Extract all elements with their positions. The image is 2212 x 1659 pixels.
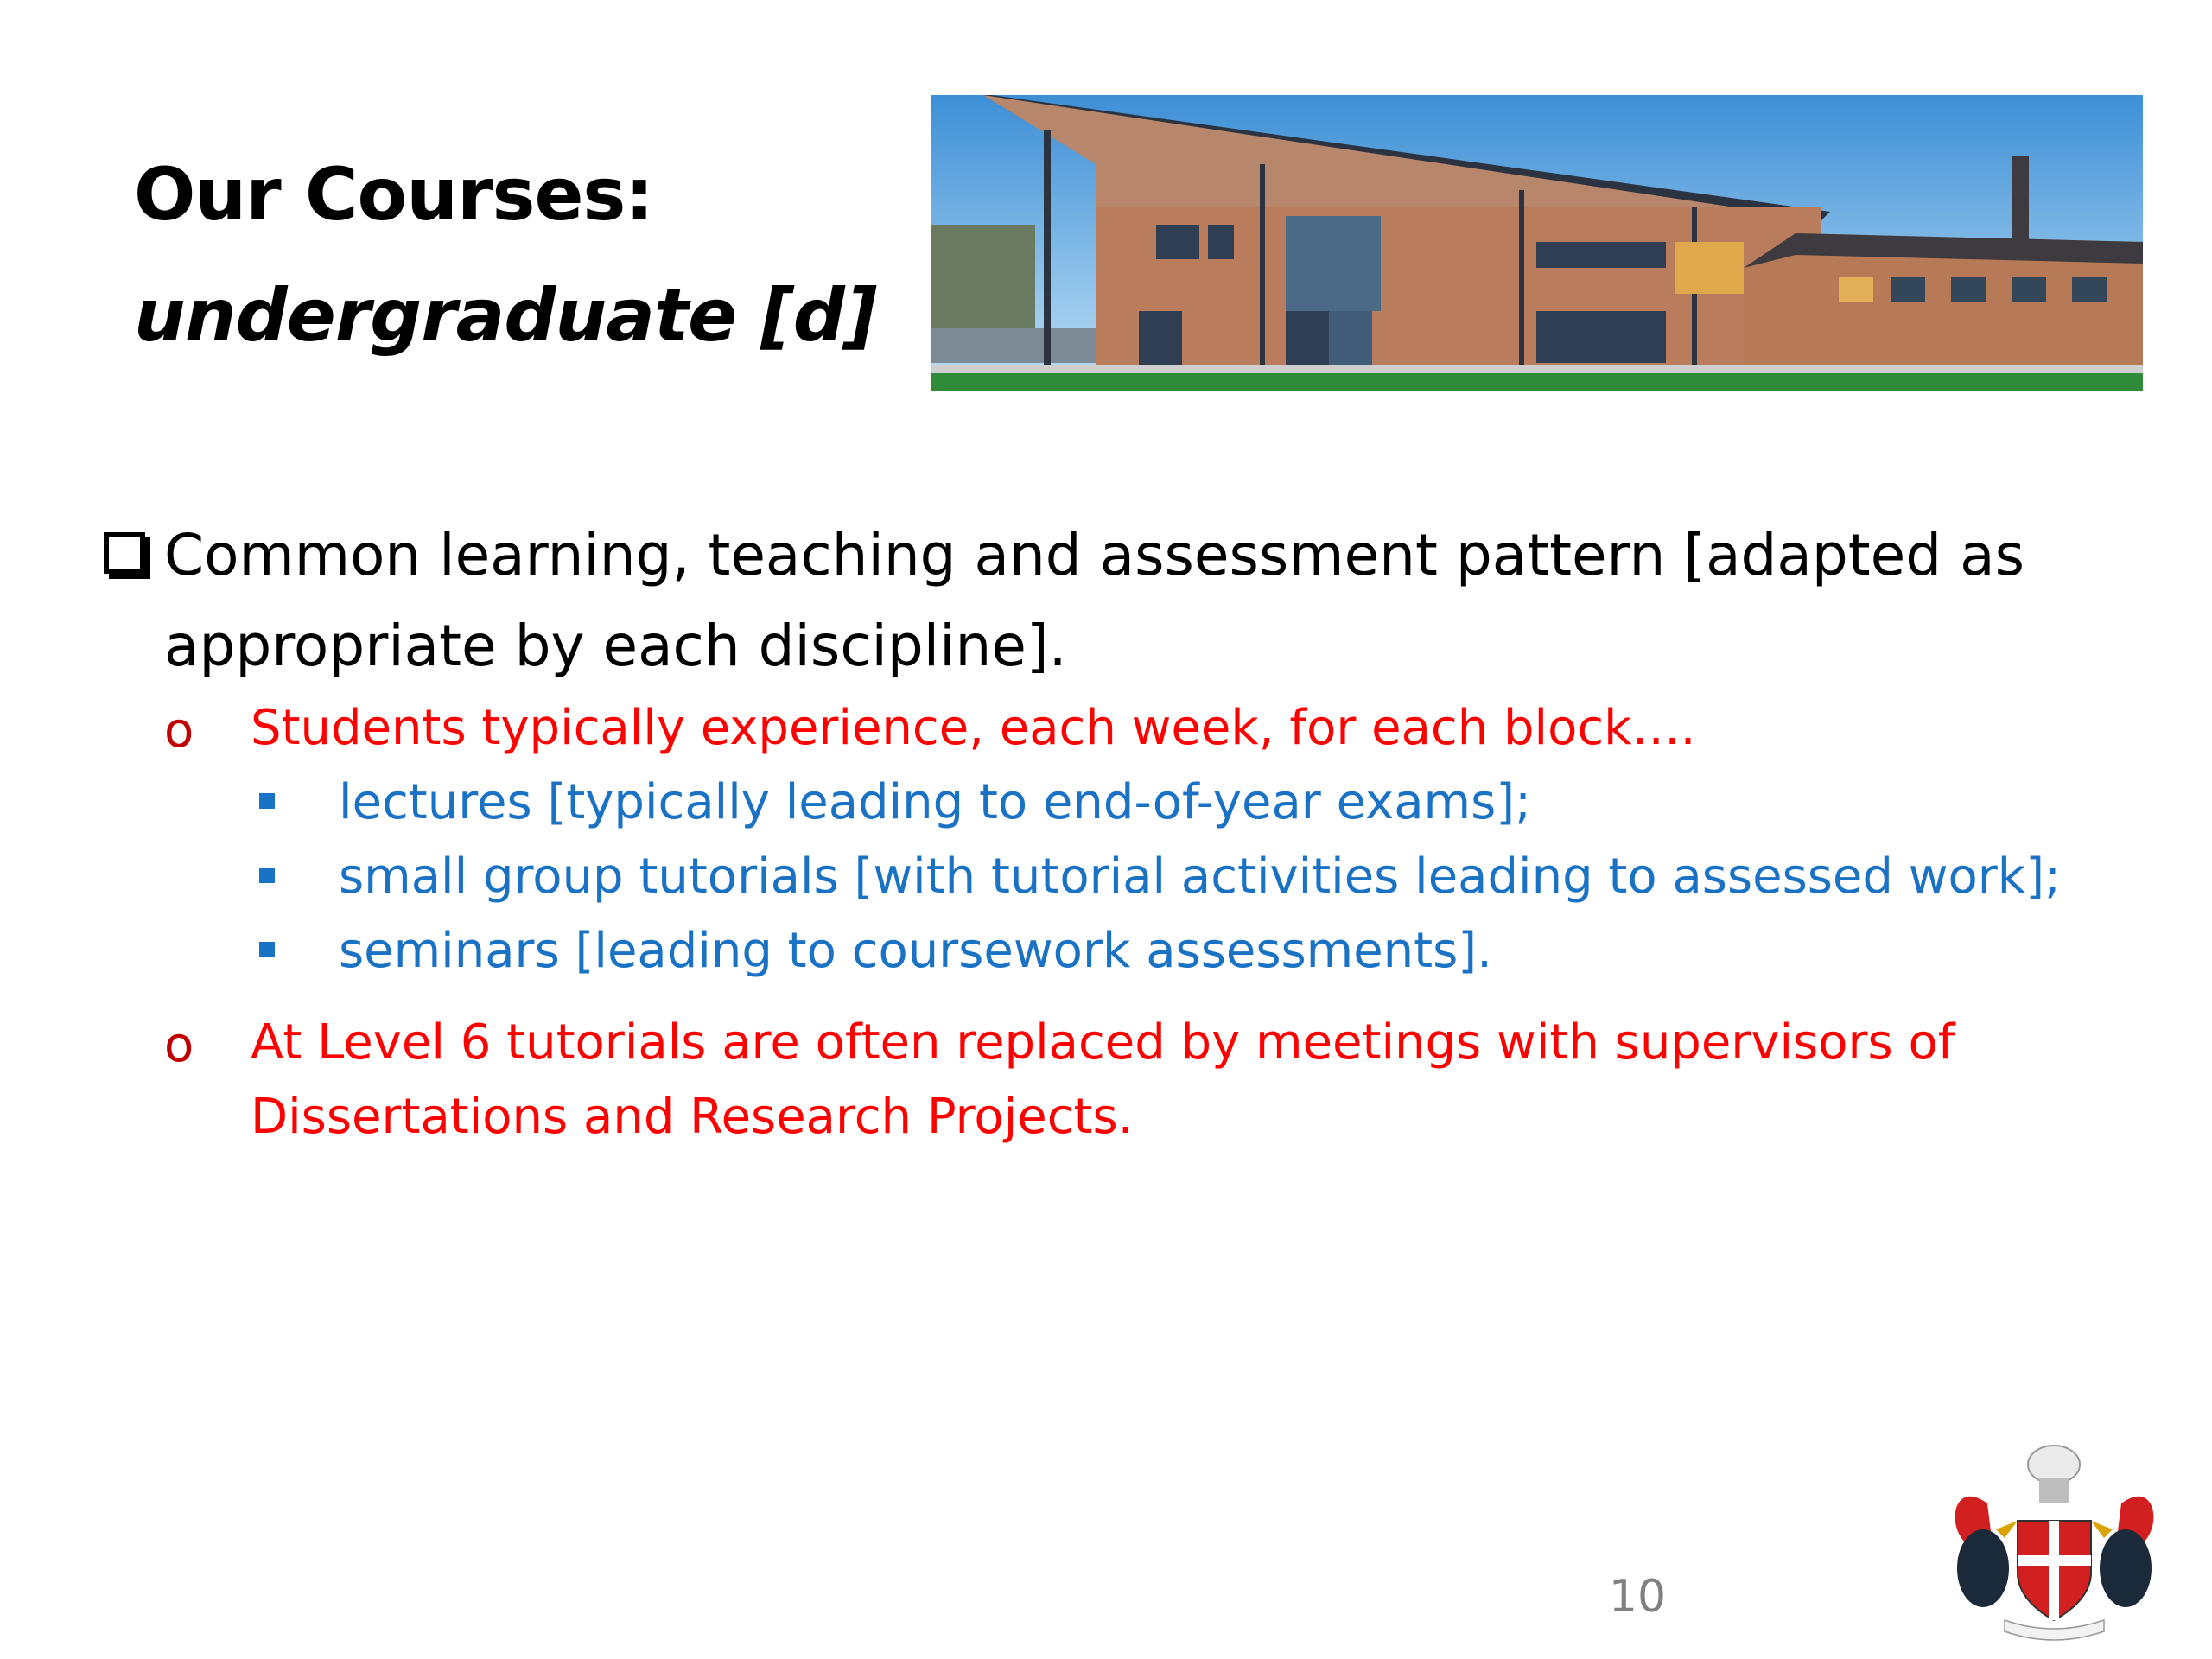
main-bullet-text: Common learning, teaching and assessment pattern [adapted as appropriate by each discipline]. — [164, 522, 2024, 679]
list-item — [95, 840, 2152, 914]
list-item — [95, 914, 2152, 988]
hollow-circle-bullet-icon: o — [164, 702, 194, 759]
sub-bullet-item — [95, 1006, 2152, 1154]
filled-square-bullet-icon — [259, 793, 275, 809]
sub-bullet-text: Students typically experience, each week, for each block…. — [251, 700, 1696, 756]
slide-title — [134, 134, 912, 376]
list-item-text: seminars [leading to coursework assessments]. — [339, 923, 1492, 979]
list-item-text: small group tutorials [with tutorial activities leading to assessed work]; — [339, 849, 2061, 905]
filled-square-bullet-icon — [259, 868, 275, 883]
filled-square-bullet-icon — [259, 942, 275, 957]
coat-of-arms-logo — [1936, 1426, 2173, 1642]
title-line-1: Our Courses: — [134, 152, 654, 237]
hollow-square-bullet-icon — [104, 532, 145, 574]
sub-bullet-item — [95, 691, 2152, 766]
title-line-2: undergraduate [d] — [134, 273, 877, 358]
main-bullet-item — [95, 510, 2152, 691]
sub-bullet-text: At Level 6 tutorials are often replaced by meetings with supervisors of Dissertations and Research Projects. — [251, 1014, 1955, 1145]
list-item-text: lectures [typically leading to end-of-year exams]; — [339, 774, 1531, 830]
campus-building-photo — [931, 95, 2143, 391]
campus-building-illustration — [931, 95, 2143, 391]
page-number: 10 — [1608, 1571, 1667, 1623]
hollow-circle-bullet-icon: o — [164, 1017, 194, 1073]
slide-body — [95, 510, 2152, 1154]
list-item — [95, 766, 2152, 840]
